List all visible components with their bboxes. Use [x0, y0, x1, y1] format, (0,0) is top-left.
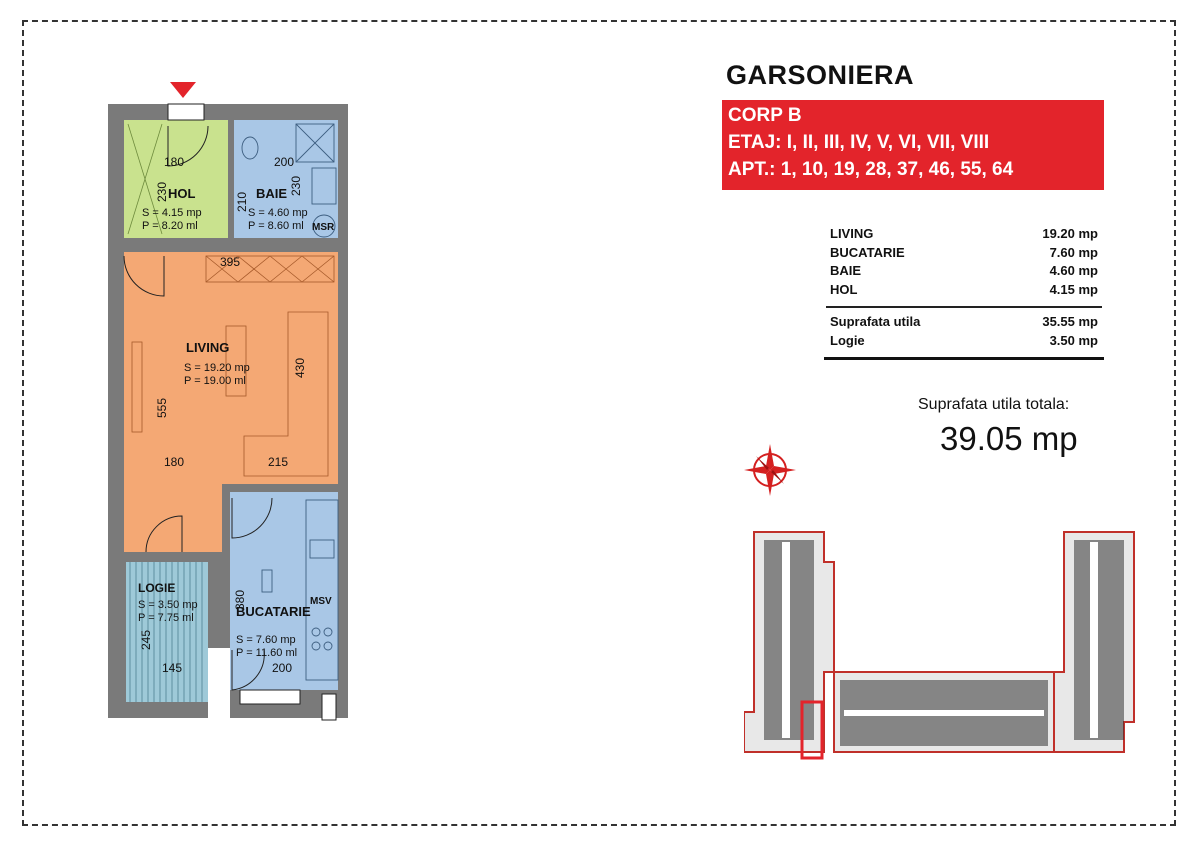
area-name: HOL	[830, 281, 858, 297]
room-name-logie: LOGIE	[138, 581, 176, 595]
dim-hol-h: 230	[155, 181, 169, 202]
area-value: 4.60 mp	[1049, 263, 1098, 278]
room-name-baie: BAIE	[256, 186, 288, 201]
dim-logie-w: 145	[162, 661, 183, 675]
apartment-type-title: GARSONIERA	[726, 60, 915, 90]
area-value: 3.50 mp	[1049, 332, 1098, 348]
apartment-info-box	[722, 100, 1104, 190]
dim-logie-h: 245	[139, 629, 153, 650]
area-name: LIVING	[830, 226, 874, 241]
total-area-label: Suprafata utila totala:	[918, 396, 1070, 413]
dim-buc-w: 200	[272, 661, 293, 675]
room-name-bucatarie: BUCATARIE	[236, 604, 311, 619]
area-row	[830, 226, 1098, 245]
hol-area: S = 4.15 mp	[142, 207, 202, 219]
logie-area-row	[830, 333, 1098, 352]
area-value: 4.15 mp	[1049, 281, 1098, 297]
dim-living-b1: 180	[164, 455, 185, 469]
dim-living-h2: 430	[293, 357, 307, 378]
area-bottom-rule	[824, 357, 1104, 360]
bucatarie-area: S = 7.60 mp	[236, 634, 296, 646]
area-value: 7.60 mp	[1049, 244, 1098, 260]
msv-label: MSV	[310, 596, 332, 607]
area-table	[830, 226, 1098, 360]
area-row	[830, 263, 1098, 282]
area-name: BAIE	[830, 263, 862, 278]
baie-area: S = 4.60 mp	[248, 207, 308, 219]
dim-buc-h: 380	[233, 589, 247, 610]
area-name: Logie	[830, 332, 865, 348]
area-name: BUCATARIE	[830, 244, 905, 260]
logie-perimeter: P = 7.75 ml	[138, 612, 194, 624]
living-area: S = 19.20 mp	[184, 362, 250, 374]
area-name: Suprafata utila	[830, 314, 921, 329]
useful-area-row	[830, 314, 1098, 333]
area-row	[830, 245, 1098, 264]
dim-baie-w: 200	[274, 155, 295, 169]
area-separator	[826, 306, 1102, 308]
dim-baie-h2: 230	[289, 175, 303, 196]
logie-area: S = 3.50 mp	[138, 599, 198, 611]
corp-label: CORP B	[728, 105, 802, 126]
living-perimeter: P = 19.00 ml	[184, 375, 246, 387]
total-area-value: 39.05 mp	[940, 420, 1078, 457]
area-value: 19.20 mp	[1042, 226, 1098, 241]
dim-living-top: 395	[220, 255, 241, 269]
bucatarie-perimeter: P = 11.60 ml	[236, 647, 298, 659]
apt-label: APT.: 1, 10, 19, 28, 37, 46, 55, 64	[728, 159, 1014, 180]
dim-hol-w: 180	[164, 155, 185, 169]
area-row	[830, 282, 1098, 301]
etaj-label: ETAJ: I, II, III, IV, V, VI, VII, VIII	[728, 132, 990, 153]
room-name-living: LIVING	[186, 340, 230, 355]
entrance-marker	[170, 82, 196, 98]
dim-living-b2: 215	[268, 455, 289, 469]
dim-living-h: 555	[155, 397, 169, 418]
baie-perimeter: P = 8.60 ml	[248, 220, 304, 232]
room-name-hol: HOL	[168, 186, 196, 201]
dim-baie-h1: 210	[235, 191, 249, 212]
msr-label: MSR	[312, 222, 335, 233]
area-value: 35.55 mp	[1042, 314, 1098, 329]
hol-perimeter: P = 8.20 ml	[142, 220, 198, 232]
compass-rose-icon	[742, 440, 802, 500]
building-key-plan	[744, 522, 1144, 762]
